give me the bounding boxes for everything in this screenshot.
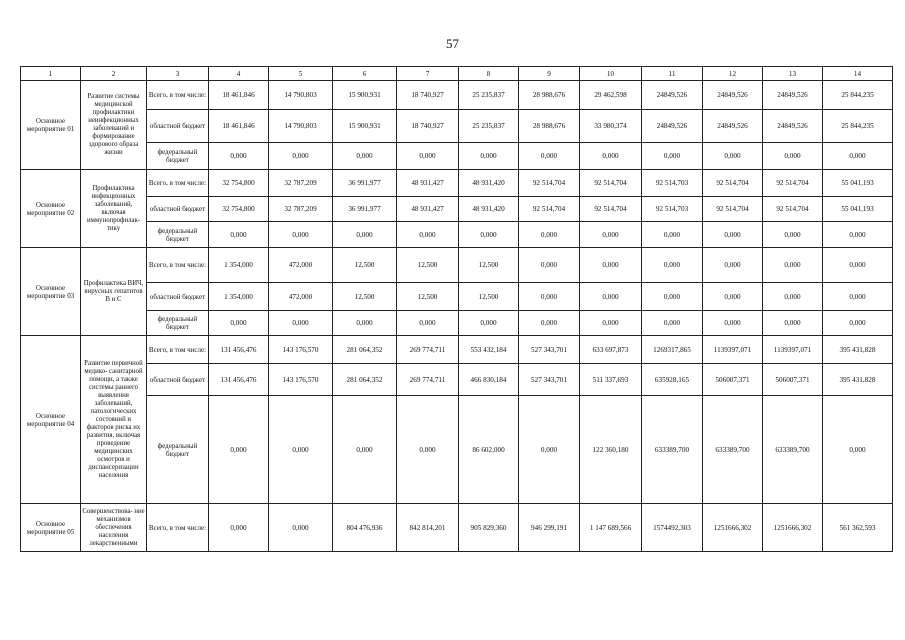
budget-value-cell: 32 754,800 [209, 170, 269, 197]
budget-value-cell: 1 147 689,566 [580, 504, 642, 552]
budget-value-cell: 842 814,201 [397, 504, 459, 552]
budget-value-cell: 131 456,476 [209, 364, 269, 396]
budget-value-cell: 0,000 [209, 143, 269, 170]
budget-value-cell: 905 829,360 [459, 504, 519, 552]
budget-value-cell: 92 514,704 [519, 197, 580, 222]
table-row [21, 396, 893, 504]
activity-name: Профилактика ВИЧ, вирусных гепатитов В и С [81, 248, 147, 336]
activity-name: Профилактика инфекционных заболеваний, включая иммунопрофилак- тику [81, 170, 147, 248]
budget-value-cell: 0,000 [333, 396, 397, 504]
budget-value-cell: 24849,526 [642, 81, 703, 110]
budget-value-cell: 1139397,071 [703, 336, 763, 364]
budget-value-cell: 29 462,598 [580, 81, 642, 110]
budget-value-cell: 24849,526 [763, 110, 823, 143]
budget-value-cell: 506007,371 [763, 364, 823, 396]
budget-value-cell: 0,000 [269, 311, 333, 336]
funding-source-label: областной бюджет [147, 364, 209, 396]
funding-source-label: Всего, в том числе: [147, 504, 209, 552]
table-row [21, 364, 893, 396]
budget-value-cell: 472,000 [269, 248, 333, 283]
column-number-cell: 14 [823, 67, 893, 81]
budget-value-cell: 0,000 [333, 311, 397, 336]
budget-value-cell: 15 900,931 [333, 81, 397, 110]
budget-value-cell: 0,000 [580, 283, 642, 311]
activity-name: Совершенствова- ние механизмов обеспечения населения лекарственными [81, 504, 147, 552]
budget-value-cell: 1 354,000 [209, 283, 269, 311]
budget-value-cell: 0,000 [823, 311, 893, 336]
table-row [21, 110, 893, 143]
activity-title: Основное мероприятие 03 [21, 248, 81, 336]
budget-value-cell: 0,000 [209, 311, 269, 336]
budget-value-cell: 0,000 [763, 222, 823, 248]
budget-value-cell: 0,000 [209, 222, 269, 248]
budget-value-cell: 0,000 [519, 283, 580, 311]
budget-value-cell: 0,000 [519, 143, 580, 170]
budget-value-cell: 0,000 [763, 248, 823, 283]
budget-value-cell: 0,000 [642, 222, 703, 248]
budget-value-cell: 281 064,352 [333, 336, 397, 364]
column-number-cell: 12 [703, 67, 763, 81]
budget-value-cell: 269 774,711 [397, 336, 459, 364]
budget-value-cell: 0,000 [209, 504, 269, 552]
budget-value-cell: 14 790,803 [269, 110, 333, 143]
activity-title: Основное мероприятие 02 [21, 170, 81, 248]
column-number-cell: 3 [147, 67, 209, 81]
budget-value-cell: 0,000 [519, 311, 580, 336]
budget-value-cell: 92 514,704 [703, 197, 763, 222]
budget-value-cell: 24849,526 [642, 110, 703, 143]
budget-value-cell: 633389,700 [703, 396, 763, 504]
budget-value-cell: 633389,700 [642, 396, 703, 504]
budget-value-cell: 25 235,837 [459, 110, 519, 143]
budget-value-cell: 395 431,828 [823, 364, 893, 396]
budget-value-cell: 143 176,570 [269, 364, 333, 396]
budget-value-cell: 0,000 [703, 143, 763, 170]
table-row [21, 197, 893, 222]
budget-value-cell: 28 988,676 [519, 81, 580, 110]
column-number-cell: 7 [397, 67, 459, 81]
budget-value-cell: 0,000 [703, 283, 763, 311]
budget-value-cell: 0,000 [269, 222, 333, 248]
budget-value-cell: 0,000 [823, 396, 893, 504]
funding-source-label: федеральный бюджет [147, 396, 209, 504]
table-row [21, 504, 893, 552]
budget-value-cell: 0,000 [823, 283, 893, 311]
budget-value-cell: 511 337,693 [580, 364, 642, 396]
budget-value-cell: 0,000 [703, 311, 763, 336]
column-number-cell: 11 [642, 67, 703, 81]
budget-value-cell: 0,000 [519, 396, 580, 504]
budget-value-cell: 92 514,704 [580, 170, 642, 197]
budget-value-cell: 0,000 [642, 143, 703, 170]
budget-value-cell: 0,000 [519, 248, 580, 283]
budget-value-cell: 0,000 [580, 143, 642, 170]
table-row [21, 143, 893, 170]
budget-value-cell: 12,500 [459, 248, 519, 283]
table-row [21, 170, 893, 197]
budget-value-cell: 48 931,427 [397, 197, 459, 222]
budget-value-cell: 14 790,803 [269, 81, 333, 110]
budget-value-cell: 0,000 [703, 222, 763, 248]
budget-value-cell: 33 980,374 [580, 110, 642, 143]
budget-value-cell: 1251666,302 [703, 504, 763, 552]
budget-value-cell: 55 041,193 [823, 197, 893, 222]
funding-source-label: федеральный бюджет [147, 143, 209, 170]
budget-value-cell: 472,000 [269, 283, 333, 311]
table-row [21, 248, 893, 283]
budget-value-cell: 25 844,235 [823, 110, 893, 143]
column-number-cell: 4 [209, 67, 269, 81]
funding-source-label: областной бюджет [147, 283, 209, 311]
budget-value-cell: 28 988,676 [519, 110, 580, 143]
budget-value-cell: 0,000 [459, 143, 519, 170]
table-row [21, 222, 893, 248]
budget-value-cell: 633 697,873 [580, 336, 642, 364]
funding-source-label: Всего, в том числе: [147, 248, 209, 283]
budget-value-cell: 0,000 [459, 222, 519, 248]
budget-value-cell: 0,000 [459, 311, 519, 336]
budget-value-cell: 18 740,927 [397, 81, 459, 110]
budget-value-cell: 12,500 [397, 248, 459, 283]
budget-value-cell: 24849,526 [763, 81, 823, 110]
budget-value-cell: 0,000 [397, 143, 459, 170]
budget-value-cell: 0,000 [823, 143, 893, 170]
budget-value-cell: 395 431,828 [823, 336, 893, 364]
budget-value-cell: 32 754,800 [209, 197, 269, 222]
budget-value-cell: 0,000 [580, 222, 642, 248]
budget-value-cell: 561 362,593 [823, 504, 893, 552]
budget-value-cell: 804 476,936 [333, 504, 397, 552]
budget-value-cell: 1251666,302 [763, 504, 823, 552]
budget-value-cell: 12,500 [459, 283, 519, 311]
budget-value-cell: 0,000 [642, 248, 703, 283]
column-number-cell: 5 [269, 67, 333, 81]
budget-value-cell: 92 514,704 [580, 197, 642, 222]
budget-value-cell: 36 991,977 [333, 197, 397, 222]
funding-source-label: Всего, в том числе: [147, 81, 209, 110]
budget-value-cell: 122 360,180 [580, 396, 642, 504]
budget-value-cell: 25 844,235 [823, 81, 893, 110]
table-body [21, 67, 893, 552]
budget-value-cell: 92 514,703 [642, 197, 703, 222]
budget-value-cell: 0,000 [269, 504, 333, 552]
budget-value-cell: 0,000 [397, 222, 459, 248]
budget-value-cell: 92 514,703 [642, 170, 703, 197]
budget-value-cell: 92 514,704 [703, 170, 763, 197]
budget-value-cell: 1574492,303 [642, 504, 703, 552]
budget-value-cell: 0,000 [580, 248, 642, 283]
budget-value-cell: 15 900,931 [333, 110, 397, 143]
budget-value-cell: 0,000 [209, 396, 269, 504]
budget-value-cell: 12,500 [333, 283, 397, 311]
column-number-row [21, 67, 893, 81]
budget-value-cell: 0,000 [333, 222, 397, 248]
budget-value-cell: 12,500 [397, 283, 459, 311]
budget-value-cell: 0,000 [519, 222, 580, 248]
budget-value-cell: 92 514,704 [763, 170, 823, 197]
budget-value-cell: 55 041,193 [823, 170, 893, 197]
budget-value-cell: 92 514,704 [519, 170, 580, 197]
budget-value-cell: 553 432,184 [459, 336, 519, 364]
budget-value-cell: 466 830,184 [459, 364, 519, 396]
budget-value-cell: 1139397,071 [763, 336, 823, 364]
funding-source-label: областной бюджет [147, 110, 209, 143]
column-number-cell: 6 [333, 67, 397, 81]
budget-value-cell: 86 602,000 [459, 396, 519, 504]
activity-title: Основное мероприятие 05 [21, 504, 81, 552]
budget-value-cell: 0,000 [763, 143, 823, 170]
budget-value-cell: 48 931,427 [397, 170, 459, 197]
column-number-cell: 13 [763, 67, 823, 81]
budget-value-cell: 0,000 [269, 143, 333, 170]
budget-value-cell: 946 299,191 [519, 504, 580, 552]
budget-value-cell: 25 235,837 [459, 81, 519, 110]
budget-value-cell: 635928,165 [642, 364, 703, 396]
budget-value-cell: 269 774,711 [397, 364, 459, 396]
budget-value-cell: 18 461,846 [209, 110, 269, 143]
budget-value-cell: 12,500 [333, 248, 397, 283]
funding-source-label: Всего, в том числе: [147, 170, 209, 197]
table-row [21, 311, 893, 336]
budget-value-cell: 48 931,420 [459, 197, 519, 222]
budget-value-cell: 281 064,352 [333, 364, 397, 396]
table-row [21, 283, 893, 311]
table-row [21, 336, 893, 364]
column-number-cell: 9 [519, 67, 580, 81]
budget-value-cell: 0,000 [642, 283, 703, 311]
budget-value-cell: 92 514,704 [763, 197, 823, 222]
budget-value-cell: 131 456,476 [209, 336, 269, 364]
budget-value-cell: 633389,700 [763, 396, 823, 504]
budget-value-cell: 1 354,000 [209, 248, 269, 283]
budget-value-cell: 0,000 [703, 248, 763, 283]
budget-value-cell: 48 931,420 [459, 170, 519, 197]
funding-source-label: областной бюджет [147, 197, 209, 222]
funding-source-label: Всего, в том числе: [147, 336, 209, 364]
budget-value-cell: 0,000 [333, 143, 397, 170]
page-number: 57 [446, 36, 459, 51]
budget-value-cell: 0,000 [642, 311, 703, 336]
budget-value-cell: 0,000 [580, 311, 642, 336]
budget-value-cell: 36 991,977 [333, 170, 397, 197]
activity-name: Развитие системы медицинской профилактики неинфекционных заболеваний и формирование здорового образа жизни [81, 81, 147, 170]
column-number-cell: 8 [459, 67, 519, 81]
budget-value-cell: 0,000 [823, 248, 893, 283]
budget-value-cell: 18 740,927 [397, 110, 459, 143]
activity-title: Основное мероприятие 04 [21, 336, 81, 504]
budget-value-cell: 0,000 [397, 311, 459, 336]
column-number-cell: 2 [81, 67, 147, 81]
budget-value-cell: 0,000 [823, 222, 893, 248]
budget-value-cell: 32 787,209 [269, 170, 333, 197]
budget-value-cell: 0,000 [397, 396, 459, 504]
budget-value-cell: 0,000 [763, 311, 823, 336]
activity-name: Развитие первичной медико- санитарной помощи, а также системы раннего выявления заболеваний, патологических состояний и факторов риска их развития, включая проведение медицинских осмотров и диспансеризации населения [81, 336, 147, 504]
budget-value-cell: 0,000 [763, 283, 823, 311]
funding-source-label: федеральный бюджет [147, 222, 209, 248]
budget-value-cell: 24849,526 [703, 110, 763, 143]
budget-value-cell: 24849,526 [703, 81, 763, 110]
funding-source-label: федеральный бюджет [147, 311, 209, 336]
budget-value-cell: 527 343,701 [519, 336, 580, 364]
column-number-cell: 10 [580, 67, 642, 81]
budget-value-cell: 0,000 [269, 396, 333, 504]
budget-value-cell: 506007,371 [703, 364, 763, 396]
budget-value-cell: 527 343,701 [519, 364, 580, 396]
budget-value-cell: 143 176,570 [269, 336, 333, 364]
budget-value-cell: 18 461,846 [209, 81, 269, 110]
budget-value-cell: 1269317,865 [642, 336, 703, 364]
table-row [21, 81, 893, 110]
column-number-cell: 1 [21, 67, 81, 81]
activity-title: Основное мероприятие 01 [21, 81, 81, 170]
budget-value-cell: 32 787,209 [269, 197, 333, 222]
budget-table [20, 66, 893, 552]
